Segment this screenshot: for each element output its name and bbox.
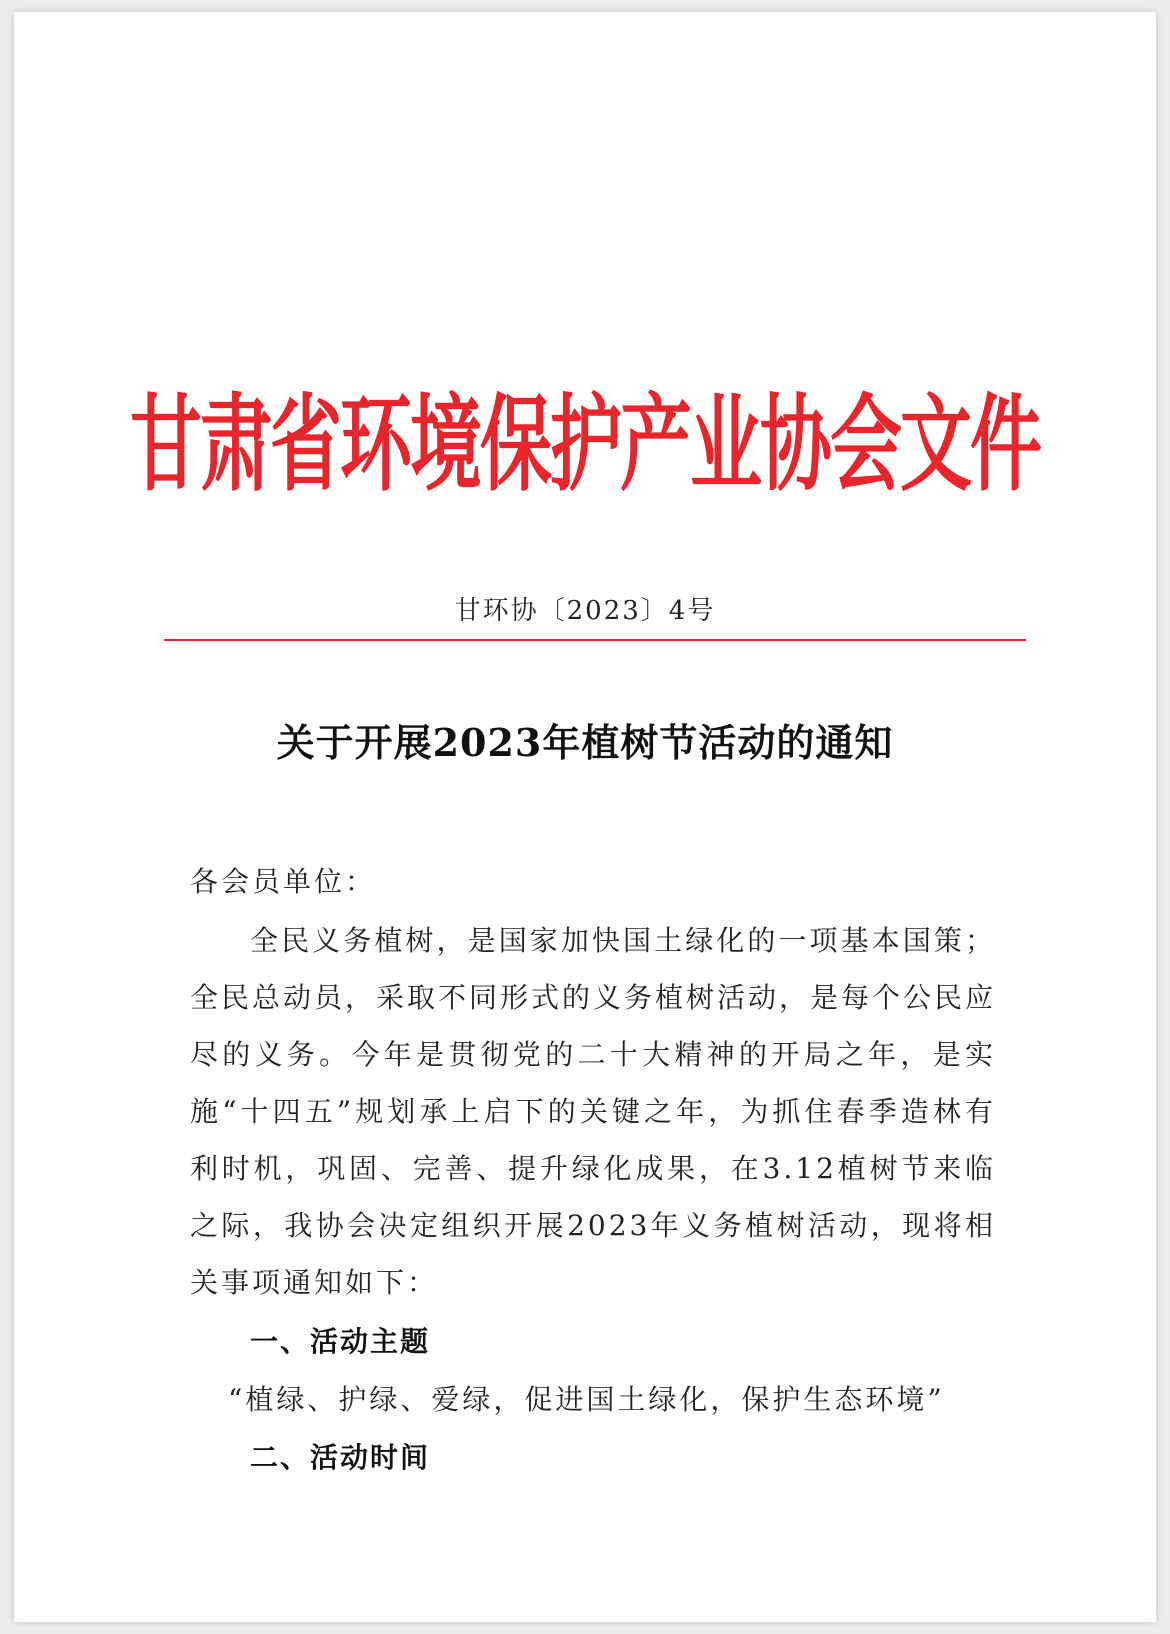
red-divider-line xyxy=(164,639,1026,641)
document-number: 甘环协〔2023〕4号 xyxy=(454,596,716,626)
document-title: 关于开展2023年植树节活动的通知 xyxy=(276,720,894,765)
section-heading-1: 一、活动主题 xyxy=(250,1325,431,1358)
masthead-title: 甘肃省环境保护产业协会文件 xyxy=(129,381,1040,506)
body-paragraph: 全民义务植树，是国家加快国土绿化的一项基本国策；全民总动员，采取不同形式的义务植树活动，是每个公民应尽的义务。今年是贯彻党的二十大精神的开局之年，是实施“十四五”规划承上启下的关键之年，为抓住春季造林有利时机，巩固、完善、提升绿化成果，在3.12植树节来临之际，我协会决定组织开展2023年义务植树活动，现将相关事项通知如下： xyxy=(190,924,997,1299)
document-page xyxy=(14,12,1156,1622)
section-heading-2: 二、活动时间 xyxy=(250,1441,431,1474)
activity-theme: “植绿、护绿、爱绿，促进国土绿化，保护生态环境” xyxy=(228,1383,945,1416)
salutation: 各会员单位： xyxy=(190,865,377,898)
